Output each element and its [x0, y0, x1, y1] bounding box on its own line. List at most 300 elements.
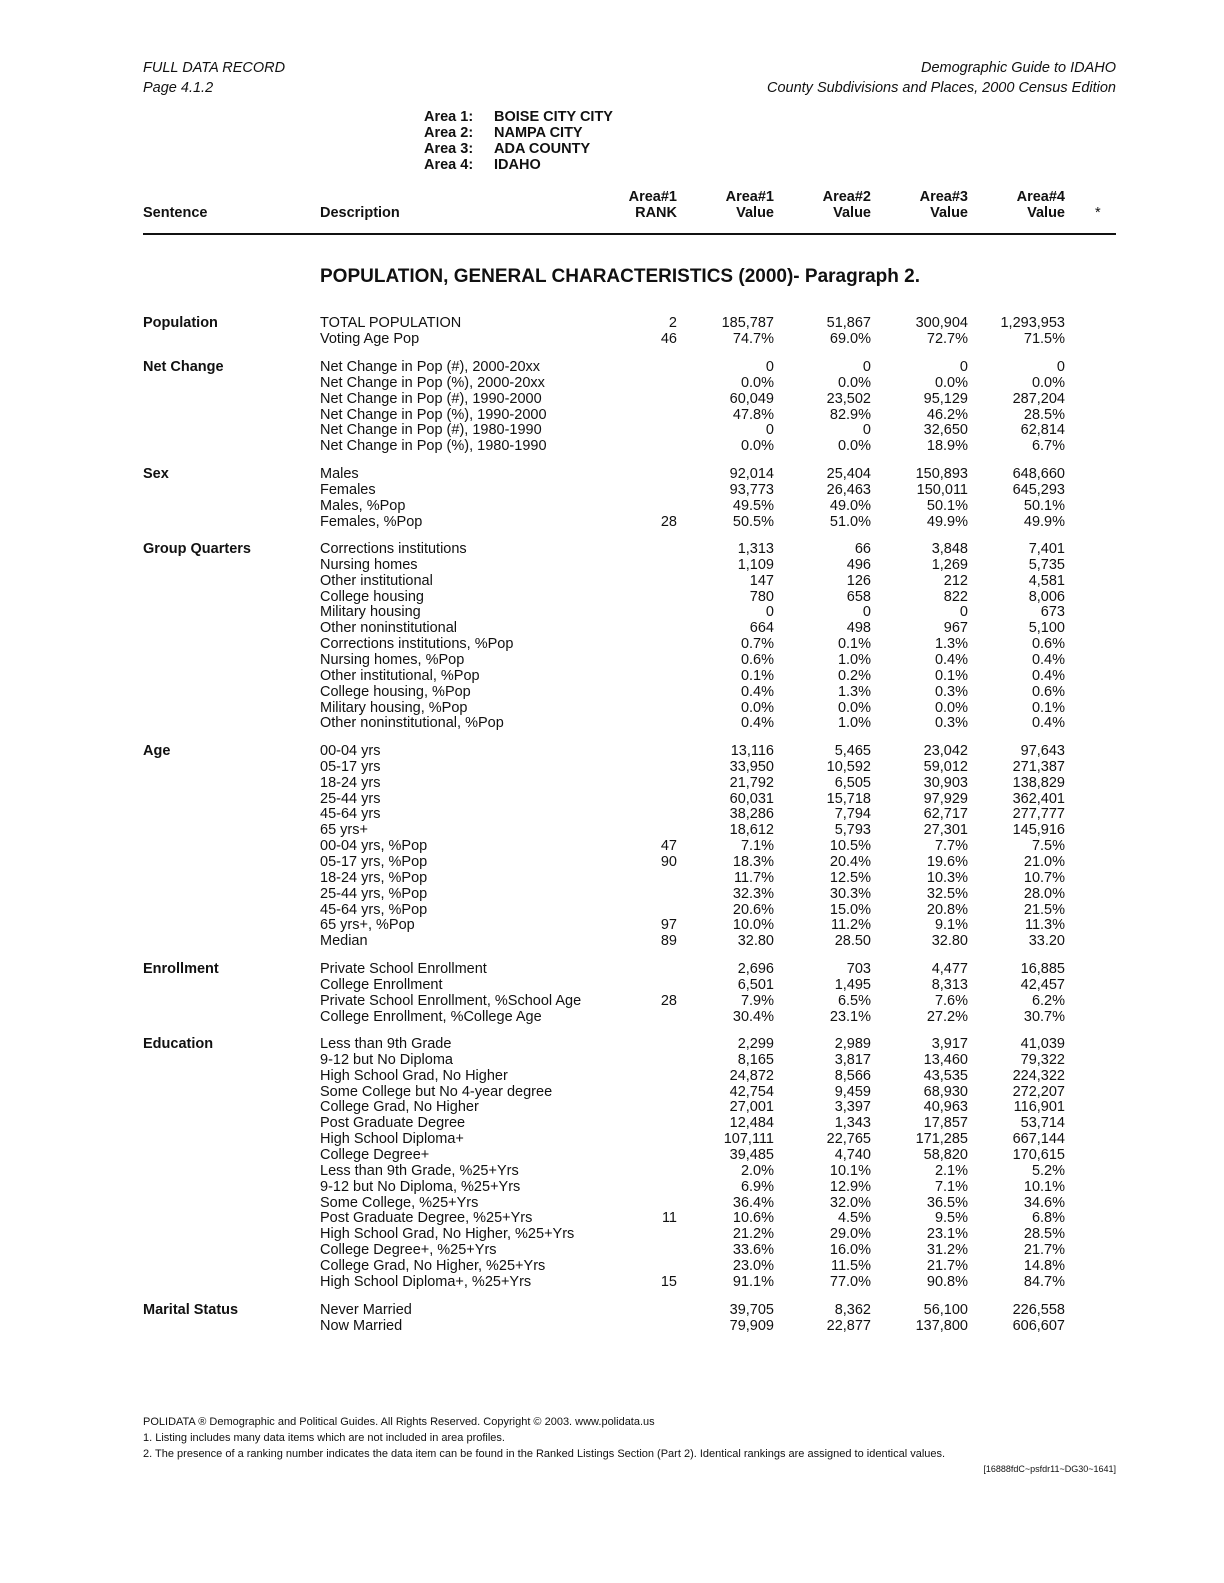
- row-description: High School Diploma+, %25+Yrs: [320, 1273, 532, 1290]
- col-area2-line1: Area#2: [822, 189, 871, 205]
- area3-value: 19.6%: [926, 853, 968, 870]
- table-row: [0, 1084, 1224, 1100]
- area3-value: 27.2%: [926, 1008, 968, 1025]
- area4-value: 224,322: [1012, 1067, 1065, 1084]
- area3-value: 10.3%: [926, 869, 968, 886]
- area2-value: 30.3%: [829, 885, 871, 902]
- area1-value: 0.0%: [740, 699, 774, 716]
- area2-value: 51.0%: [829, 513, 871, 530]
- area4-value: 10.1%: [1023, 1178, 1065, 1195]
- area2-value: 15.0%: [829, 901, 871, 918]
- area1-value: 50.5%: [732, 513, 774, 530]
- area3-value: 72.7%: [926, 330, 968, 347]
- area3-value: 7.6%: [934, 992, 968, 1009]
- area1-value: 0.1%: [740, 667, 774, 684]
- table-row: [0, 1068, 1224, 1084]
- row-description: 18-24 yrs: [320, 774, 381, 791]
- area2-value: 11.2%: [830, 917, 871, 934]
- area1-value: 12,484: [729, 1115, 774, 1132]
- area4-value: 4,581: [1028, 572, 1065, 589]
- area3-value: 49.9%: [926, 513, 968, 530]
- area4-value: 6.8%: [1031, 1210, 1065, 1227]
- area4-value: 0.4%: [1031, 667, 1065, 684]
- table-row: [0, 1210, 1224, 1226]
- area1-value: 8,165: [737, 1051, 774, 1068]
- area1-value: 93,773: [729, 481, 774, 498]
- area1-value: 7.1%: [740, 838, 774, 855]
- row-description: 00-04 yrs, %Pop: [320, 838, 428, 855]
- area3-value: 150,893: [915, 466, 968, 482]
- area4-value: 362,401: [1012, 790, 1065, 807]
- area2-value: 8,566: [834, 1067, 871, 1084]
- area2-value: 496: [846, 556, 871, 573]
- table-row: [0, 1009, 1224, 1025]
- area2-value: 7,794: [834, 806, 871, 823]
- area2-value: 66: [854, 541, 871, 557]
- area3-value: 150,011: [916, 481, 968, 498]
- area4-value: 97,643: [1020, 743, 1065, 759]
- row-description: Less than 9th Grade: [320, 1036, 452, 1052]
- sentence-label: Net Change: [143, 359, 224, 375]
- row-description: 25-44 yrs, %Pop: [320, 885, 428, 902]
- area2-value: 498: [846, 620, 871, 637]
- table-row: [0, 1163, 1224, 1179]
- area4-value: 606,607: [1012, 1317, 1065, 1334]
- table-row: [0, 375, 1224, 391]
- area1-value: 0.6%: [740, 651, 774, 668]
- area2-value: 0.0%: [837, 374, 871, 391]
- area1-value: 0.4%: [740, 683, 774, 700]
- area3-value: 36.5%: [926, 1194, 968, 1211]
- area3-value: 1.3%: [934, 636, 968, 653]
- area3-value: 32.80: [931, 933, 968, 950]
- area4-value: 667,144: [1012, 1131, 1065, 1148]
- row-description: Other noninstitutional: [320, 620, 458, 637]
- row-description: Other institutional, %Pop: [320, 667, 480, 684]
- area1-value: 32.3%: [732, 885, 774, 902]
- area2-value: 6.5%: [837, 992, 871, 1009]
- area2-value: 25,404: [826, 466, 871, 482]
- area3-value: 90.8%: [926, 1273, 968, 1290]
- area-name: ADA COUNTY: [494, 141, 591, 157]
- table-row: [0, 573, 1224, 589]
- row-description: Net Change in Pop (#), 2000-20xx: [320, 359, 541, 375]
- rank-cell: 47: [660, 838, 677, 855]
- area1-value: 107,111: [723, 1131, 774, 1148]
- area4-value: 16,885: [1020, 961, 1065, 977]
- area3-value: 9.5%: [934, 1210, 968, 1227]
- area2-value: 9,459: [834, 1083, 871, 1100]
- area3-value: 0: [959, 359, 968, 375]
- area-label: Area 3:: [424, 141, 474, 157]
- area1-value: 0.7%: [740, 636, 774, 653]
- area1-value: 185,787: [721, 315, 774, 331]
- table-row: [0, 933, 1224, 949]
- row-description: Some College but No 4-year degree: [320, 1083, 553, 1100]
- area2-value: 10.5%: [829, 838, 871, 855]
- row-description: Some College, %25+Yrs: [320, 1194, 479, 1211]
- area4-value: 6.2%: [1031, 992, 1065, 1009]
- area1-value: 92,014: [729, 466, 774, 482]
- area4-value: 287,204: [1012, 390, 1065, 407]
- row-description: College Degree+: [320, 1146, 430, 1163]
- area3-value: 3,848: [931, 541, 968, 557]
- area4-value: 277,777: [1012, 806, 1065, 823]
- area1-value: 39,485: [729, 1146, 774, 1163]
- area4-value: 62,814: [1020, 422, 1065, 439]
- area3-value: 8,313: [931, 976, 968, 993]
- row-description: College Grad, No Higher, %25+Yrs: [320, 1257, 546, 1274]
- area1-value: 2,299: [737, 1036, 774, 1052]
- row-description: Males, %Pop: [320, 497, 406, 514]
- col-rank-line2: RANK: [635, 205, 677, 221]
- table-row: [0, 604, 1224, 620]
- area3-value: 50.1%: [926, 497, 968, 514]
- rank-cell: 28: [660, 992, 677, 1009]
- area1-value: 2,696: [737, 961, 774, 977]
- table-row: [0, 902, 1224, 918]
- area2-value: 703: [846, 961, 871, 977]
- area4-value: 11.3%: [1024, 917, 1065, 934]
- area2-value: 5,465: [834, 743, 871, 759]
- area4-value: 271,387: [1012, 758, 1065, 775]
- table-row: [0, 854, 1224, 870]
- area3-value: 0.0%: [934, 699, 968, 716]
- table-row: [0, 438, 1224, 454]
- table-row: [0, 422, 1224, 438]
- sentence-label: Population: [143, 315, 218, 331]
- area1-value: 0: [765, 604, 774, 621]
- area1-value: 10.0%: [732, 917, 774, 934]
- row-description: College housing, %Pop: [320, 683, 471, 700]
- col-sentence-header: Sentence: [143, 205, 208, 221]
- row-description: 05-17 yrs, %Pop: [320, 853, 428, 870]
- row-description: College Grad, No Higher: [320, 1099, 479, 1116]
- area3-value: 4,477: [931, 961, 968, 977]
- area3-value: 0.4%: [934, 651, 968, 668]
- rank-cell: 46: [660, 330, 677, 347]
- area1-value: 6,501: [737, 976, 774, 993]
- area3-value: 68,930: [923, 1083, 968, 1100]
- area3-value: 3,917: [931, 1036, 968, 1052]
- table-row: [0, 1099, 1224, 1115]
- area4-value: 14.8%: [1023, 1257, 1065, 1274]
- area4-value: 0.0%: [1031, 374, 1065, 391]
- area3-value: 171,285: [915, 1131, 968, 1148]
- area1-value: 13,116: [730, 743, 774, 759]
- row-description: 45-64 yrs: [320, 806, 381, 823]
- area-label: Area 1:: [424, 109, 474, 125]
- area1-value: 147: [749, 572, 774, 589]
- table-row: [0, 700, 1224, 716]
- area3-value: 43,535: [923, 1067, 968, 1084]
- section-title: POPULATION, GENERAL CHARACTERISTICS (2000)- Paragraph 2.: [320, 266, 921, 287]
- area-label: Area 2:: [424, 125, 474, 141]
- area1-value: 664: [749, 620, 774, 637]
- rank-cell: 11: [661, 1210, 677, 1227]
- area4-value: 116,901: [1013, 1099, 1065, 1116]
- area3-value: 40,963: [923, 1099, 968, 1116]
- area2-value: 22,765: [826, 1131, 871, 1148]
- rank-cell: 97: [660, 917, 677, 934]
- area2-value: 29.0%: [829, 1226, 871, 1243]
- area1-value: 79,909: [729, 1317, 774, 1334]
- area4-value: 28.0%: [1023, 885, 1065, 902]
- row-description: Net Change in Pop (#), 1990-2000: [320, 390, 542, 407]
- area2-value: 1.0%: [837, 651, 871, 668]
- area1-value: 0: [765, 422, 774, 439]
- rank-cell: 2: [668, 315, 677, 331]
- sentence-label: Education: [143, 1036, 214, 1052]
- area3-value: 0.3%: [934, 715, 968, 732]
- row-description: Females, %Pop: [320, 513, 423, 530]
- area2-value: 16.0%: [829, 1242, 871, 1259]
- col-rank-line1: Area#1: [628, 189, 677, 205]
- area1-value: 0: [765, 359, 774, 375]
- sentence-label: Marital Status: [143, 1302, 239, 1318]
- page-number: Page 4.1.2: [143, 80, 214, 96]
- area4-value: 30.7%: [1023, 1008, 1065, 1025]
- area4-value: 5,100: [1028, 620, 1065, 637]
- table-row: [0, 315, 1224, 331]
- area4-value: 7.5%: [1031, 838, 1065, 855]
- area2-value: 0: [862, 604, 871, 621]
- area3-value: 59,012: [923, 758, 968, 775]
- area2-value: 5,793: [834, 822, 871, 839]
- row-description: Less than 9th Grade, %25+Yrs: [320, 1162, 519, 1179]
- guide-title: Demographic Guide to IDAHO: [920, 60, 1116, 76]
- area1-value: 42,754: [729, 1083, 774, 1100]
- area4-value: 226,558: [1012, 1302, 1065, 1318]
- area3-value: 7.1%: [934, 1178, 968, 1195]
- area3-value: 9.1%: [934, 917, 968, 934]
- area4-value: 272,207: [1012, 1083, 1065, 1100]
- row-description: 18-24 yrs, %Pop: [320, 869, 428, 886]
- row-description: Corrections institutions: [320, 541, 467, 557]
- sentence-label: Age: [143, 743, 171, 759]
- area4-value: 0.6%: [1031, 683, 1065, 700]
- area2-value: 6,505: [834, 774, 871, 791]
- row-description: Post Graduate Degree: [320, 1115, 466, 1132]
- area2-value: 11.5%: [830, 1257, 871, 1274]
- area3-value: 30,903: [923, 774, 968, 791]
- area2-value: 69.0%: [829, 330, 871, 347]
- area2-value: 10,592: [826, 758, 871, 775]
- area2-value: 8,362: [834, 1302, 871, 1318]
- area2-value: 1.0%: [837, 715, 871, 732]
- area2-value: 3,397: [834, 1099, 871, 1116]
- area2-value: 0.0%: [837, 699, 871, 716]
- area2-value: 0: [862, 359, 871, 375]
- document-id: [16888fdC~psfdr11~DG30~1641]: [983, 1464, 1116, 1474]
- area-name: NAMPA CITY: [494, 125, 583, 141]
- area3-value: 822: [943, 588, 968, 605]
- table-row: [0, 715, 1224, 731]
- area1-value: 47.8%: [732, 406, 774, 423]
- area2-value: 2,989: [834, 1036, 871, 1052]
- area3-value: 137,800: [915, 1317, 968, 1334]
- area-label: Area 4:: [424, 157, 474, 173]
- col-area2-line2: Value: [833, 205, 871, 221]
- area1-value: 36.4%: [732, 1194, 774, 1211]
- area4-value: 5.2%: [1031, 1162, 1065, 1179]
- area-name: IDAHO: [494, 157, 541, 173]
- area1-value: 21,792: [729, 774, 774, 791]
- record-type: FULL DATA RECORD: [143, 60, 286, 76]
- table-row: [0, 557, 1224, 573]
- table-row: [0, 1131, 1224, 1147]
- table-row: [0, 1036, 1224, 1052]
- col-area4-line2: Value: [1027, 205, 1065, 221]
- sentence-label: Sex: [143, 466, 169, 482]
- col-note-marker: *: [1095, 205, 1101, 221]
- table-row: [0, 961, 1224, 977]
- row-description: TOTAL POPULATION: [320, 315, 462, 331]
- rank-cell: 15: [660, 1273, 677, 1290]
- area2-value: 32.0%: [829, 1194, 871, 1211]
- area1-value: 18.3%: [732, 853, 774, 870]
- col-area1-line1: Area#1: [725, 189, 774, 205]
- area4-value: 50.1%: [1023, 497, 1065, 514]
- area3-value: 7.7%: [934, 838, 968, 855]
- table-row: [0, 917, 1224, 933]
- row-description: Net Change in Pop (%), 1980-1990: [320, 438, 547, 455]
- area3-value: 0.3%: [934, 683, 968, 700]
- area1-value: 23.0%: [732, 1257, 774, 1274]
- table-row: [0, 589, 1224, 605]
- guide-subtitle: County Subdivisions and Places, 2000 Census Edition: [766, 80, 1116, 96]
- area2-value: 82.9%: [829, 406, 871, 423]
- area4-value: 673: [1040, 604, 1065, 621]
- area3-value: 56,100: [923, 1302, 968, 1318]
- area1-value: 27,001: [729, 1099, 774, 1116]
- table-row: [0, 498, 1224, 514]
- area1-value: 7.9%: [740, 992, 774, 1009]
- table-row: [0, 466, 1224, 482]
- table-row: [0, 1226, 1224, 1242]
- row-description: Nursing homes, %Pop: [320, 651, 465, 668]
- row-description: College Enrollment: [320, 976, 443, 993]
- row-description: High School Grad, No Higher: [320, 1067, 508, 1084]
- area2-value: 22,877: [826, 1317, 871, 1334]
- footer: [143, 1414, 945, 1462]
- area4-value: 42,457: [1020, 976, 1065, 993]
- area2-value: 4.5%: [837, 1210, 871, 1227]
- table-row: [0, 1195, 1224, 1211]
- area2-value: 49.0%: [829, 497, 871, 514]
- area4-value: 0: [1056, 359, 1065, 375]
- table-row: [0, 1274, 1224, 1290]
- sentence-label: Enrollment: [143, 961, 219, 977]
- col-area3-line2: Value: [930, 205, 968, 221]
- area2-value: 12.9%: [829, 1178, 871, 1195]
- area3-value: 212: [943, 572, 968, 589]
- area1-value: 2.0%: [740, 1162, 774, 1179]
- table-row: [0, 331, 1224, 347]
- table-row: [0, 775, 1224, 791]
- area3-value: 21.7%: [926, 1257, 968, 1274]
- area3-value: 23,042: [923, 743, 968, 759]
- row-description: 00-04 yrs: [320, 743, 381, 759]
- area4-value: 84.7%: [1023, 1273, 1065, 1290]
- area1-value: 21.2%: [732, 1226, 774, 1243]
- row-description: College Enrollment, %College Age: [320, 1008, 542, 1025]
- row-description: Net Change in Pop (%), 1990-2000: [320, 406, 547, 423]
- area2-value: 26,463: [826, 481, 871, 498]
- area2-value: 51,867: [826, 315, 871, 331]
- footnote-1: 1. Listing includes many data items which are not included in area profiles.: [143, 1432, 505, 1444]
- area4-value: 79,322: [1020, 1051, 1065, 1068]
- area4-value: 170,615: [1012, 1146, 1065, 1163]
- area4-value: 7,401: [1028, 541, 1065, 557]
- row-description: 45-64 yrs, %Pop: [320, 901, 428, 918]
- row-description: 25-44 yrs: [320, 790, 381, 807]
- area2-value: 23.1%: [829, 1008, 871, 1025]
- table-row: [0, 759, 1224, 775]
- area-name: BOISE CITY CITY: [494, 109, 613, 125]
- row-description: Private School Enrollment: [320, 961, 487, 977]
- area4-value: 34.6%: [1023, 1194, 1065, 1211]
- area4-value: 49.9%: [1023, 513, 1065, 530]
- area3-value: 31.2%: [926, 1242, 968, 1259]
- row-description: Never Married: [320, 1302, 412, 1318]
- area4-value: 0.6%: [1031, 636, 1065, 653]
- area1-value: 60,049: [729, 390, 774, 407]
- area4-value: 145,916: [1012, 822, 1065, 839]
- table-row: [0, 870, 1224, 886]
- row-description: 9-12 but No Diploma, %25+Yrs: [320, 1178, 521, 1195]
- table-row: [0, 541, 1224, 557]
- row-description: Nursing homes: [320, 556, 418, 573]
- table-row: [0, 806, 1224, 822]
- area1-value: 11.7%: [733, 869, 774, 886]
- rank-cell: 28: [660, 513, 677, 530]
- area1-value: 32.80: [737, 933, 774, 950]
- area1-value: 38,286: [729, 806, 774, 823]
- area3-value: 0.0%: [934, 374, 968, 391]
- row-description: High School Grad, No Higher, %25+Yrs: [320, 1226, 575, 1243]
- area2-value: 0.1%: [837, 636, 871, 653]
- table-row: [0, 1052, 1224, 1068]
- table-row: [0, 993, 1224, 1009]
- table-row: [0, 391, 1224, 407]
- area1-value: 0.0%: [740, 374, 774, 391]
- area1-value: 0.4%: [740, 715, 774, 732]
- row-description: Males: [320, 466, 359, 482]
- area4-value: 648,660: [1012, 466, 1065, 482]
- row-description: Net Change in Pop (#), 1980-1990: [320, 422, 542, 439]
- row-description: Other institutional: [320, 572, 433, 589]
- area3-value: 95,129: [923, 390, 968, 407]
- area4-value: 138,829: [1012, 774, 1065, 791]
- col-area3-line1: Area#3: [919, 189, 968, 205]
- area3-value: 300,904: [915, 315, 968, 331]
- area1-value: 24,872: [729, 1067, 774, 1084]
- area2-value: 4,740: [834, 1146, 871, 1163]
- row-description: Now Married: [320, 1317, 403, 1334]
- area1-value: 39,705: [729, 1302, 774, 1318]
- table-row: [0, 1115, 1224, 1131]
- row-description: 65 yrs+, %Pop: [320, 917, 415, 934]
- row-description: Voting Age Pop: [320, 330, 420, 347]
- area1-value: 91.1%: [732, 1273, 774, 1290]
- area4-value: 53,714: [1020, 1115, 1065, 1132]
- row-description: Median: [320, 933, 368, 950]
- table-row: [0, 359, 1224, 375]
- area1-value: 60,031: [729, 790, 774, 807]
- row-description: Females: [320, 481, 376, 498]
- area3-value: 62,717: [923, 806, 968, 823]
